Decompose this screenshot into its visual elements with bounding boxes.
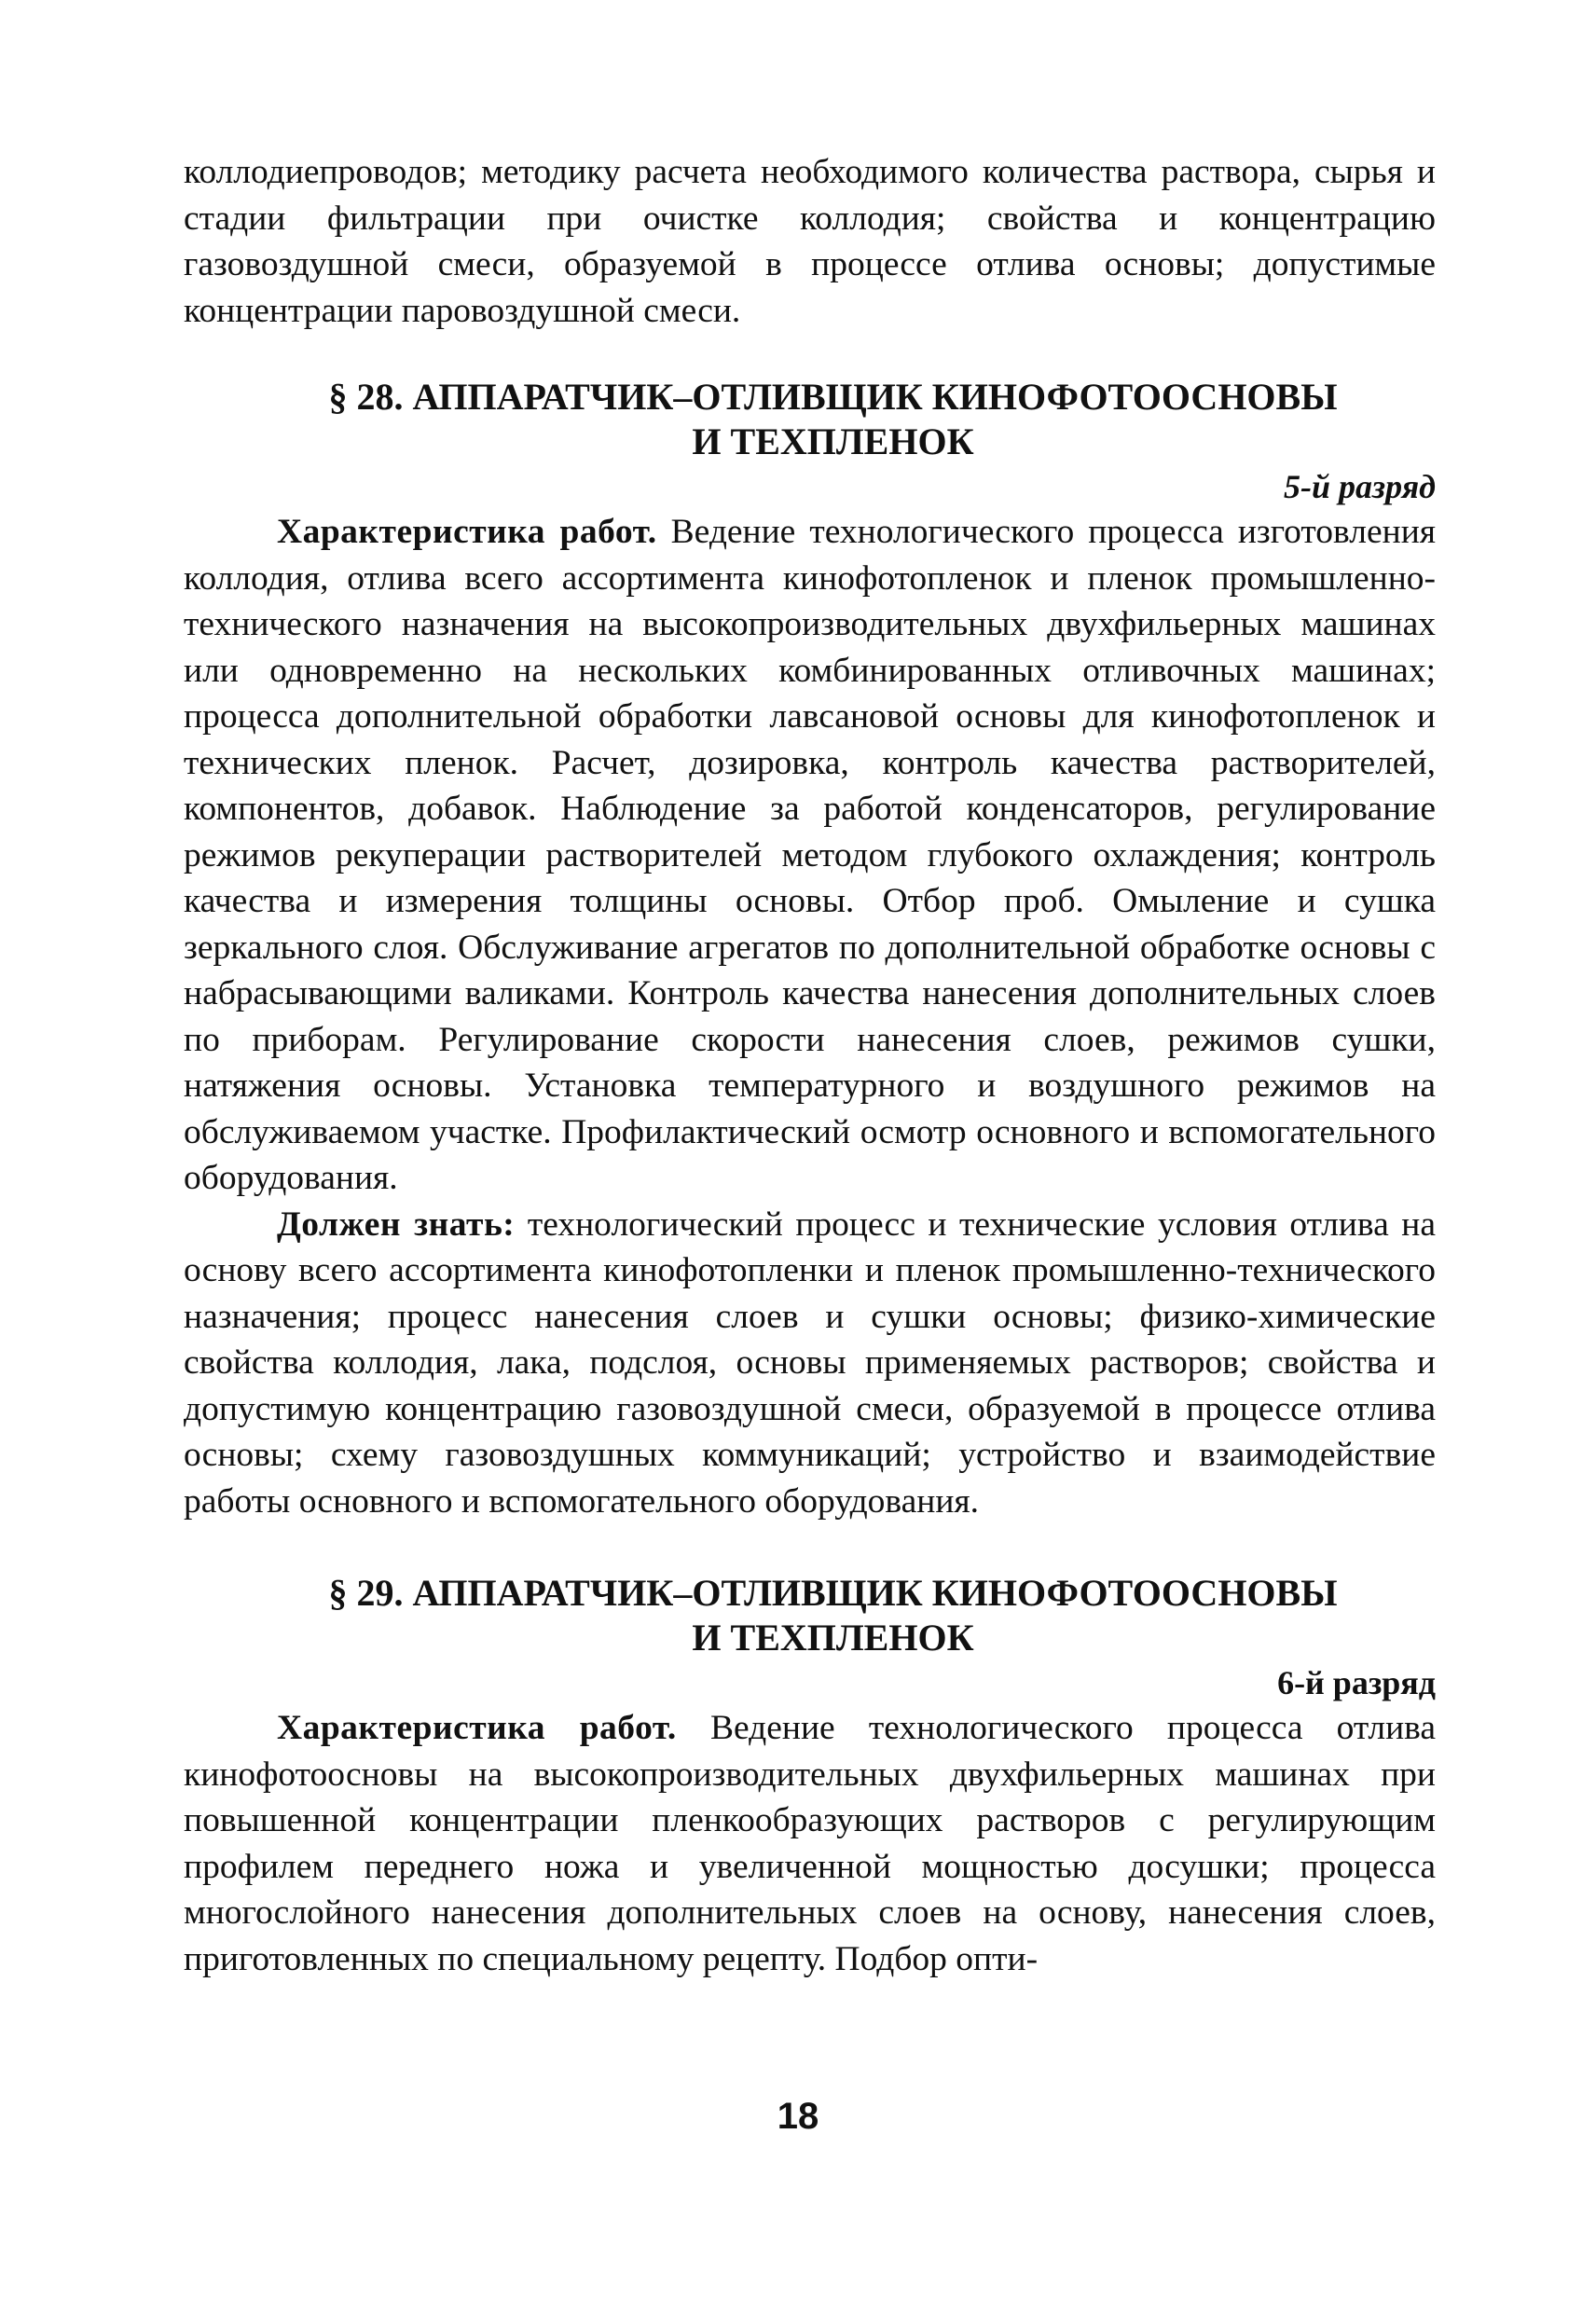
section-28-grade: 5-й разряд bbox=[1284, 468, 1436, 505]
section-28-characteristics bbox=[184, 509, 1436, 1202]
document-page bbox=[184, 149, 1436, 1982]
page-number: 18 bbox=[777, 2096, 819, 2137]
section-28-knowledge-text: технологический процесс и технические условия отлива на основу всего ассортимента кинофотопленки и пленок промышленно-технического назначения; процесс нанесения слоев и сушки основы; физико-химические свойства коллодия, лака, подслоя, основы применяемых растворов; свойства и допустимую концентрацию газовоздушной смеси, образуемой в процессе отлива основы; схему газовоздушных коммуникаций; устройство и взаимодействие работы основного и вспомогательного оборудования. bbox=[184, 1205, 1436, 1521]
section-29-characteristics bbox=[184, 1705, 1436, 1982]
section-29-grade: 6-й разряд bbox=[1277, 1664, 1436, 1701]
section-28-characteristics-label: Характеристика работ. bbox=[277, 513, 657, 551]
section-29-heading bbox=[184, 1571, 1436, 1660]
section-29-characteristics-label: Характеристика работ. bbox=[277, 1709, 677, 1747]
section-28-title-line1: § 28. АППАРАТЧИК–ОТЛИВЩИК КИНОФОТООСНОВЫ bbox=[328, 376, 1338, 418]
section-29-title-line2: И ТЕХПЛЕНОК bbox=[692, 1617, 974, 1659]
section-29-title-line1: § 29. АППАРАТЧИК–ОТЛИВЩИК КИНОФОТООСНОВЫ bbox=[328, 1572, 1338, 1614]
section-28-title-line2: И ТЕХПЛЕНОК bbox=[692, 420, 974, 462]
section-28-characteristics-text: Ведение технологического процесса изготовления коллодия, отлива всего ассортимента кинофотопленок и пленок промышленно-технического назначения на высокопроизводительных двухфильерных машинах или одновременно на нескольких комбинированных отливочных машинах; процесса дополнительной обработки лавсановой основы для кинофотопленок и технических пленок. Расчет, дозировка, контроль качества растворителей, компонентов, добавок. Наблюдение за работой конденсаторов, регулирование режимов рекуперации растворителей методом глубокого охлаждения; контроль качества и измерения толщины основы. Отбор проб. Омыление и сушка зеркального слоя. Обслуживание агрегатов по дополнительной обработке основы с набрасывающими валиками. Контроль качества нанесения дополнительных слоев по приборам. Регулирование скорости нанесения слоев, режимов сушки, натяжения основы. Установка температурного и воздушного режимов на обслуживаемом участке. Профилактический осмотр основного и вспомогательного оборудования. bbox=[184, 513, 1437, 1197]
section-29-characteristics-text: Ведение технологического процесса отлива кинофотоосновы на высокопроизводительных двухфильерных машинах при повышенной концентрации пленкообразующих растворов с регулирующим профилем переднего ножа и увеличенной мощностью досушки; процесса многослойного нанесения дополнительных слоев на основу, нанесения слоев, приготовленных по специальному рецепту. Подбор опти- bbox=[184, 1709, 1437, 1978]
section-28-knowledge-label: Должен знать: bbox=[277, 1205, 516, 1244]
section-28-heading bbox=[184, 375, 1436, 464]
intro-paragraph: коллодиепроводов; методику расчета необходимого количества раствора, сырья и стадии фильтрации при очистке коллодия; свойства и концентрацию газовоздушной смеси, образуемой в процессе отлива основы; допустимые концентрации паровоздушной смеси. bbox=[184, 153, 1436, 330]
section-28-knowledge bbox=[184, 1202, 1436, 1525]
